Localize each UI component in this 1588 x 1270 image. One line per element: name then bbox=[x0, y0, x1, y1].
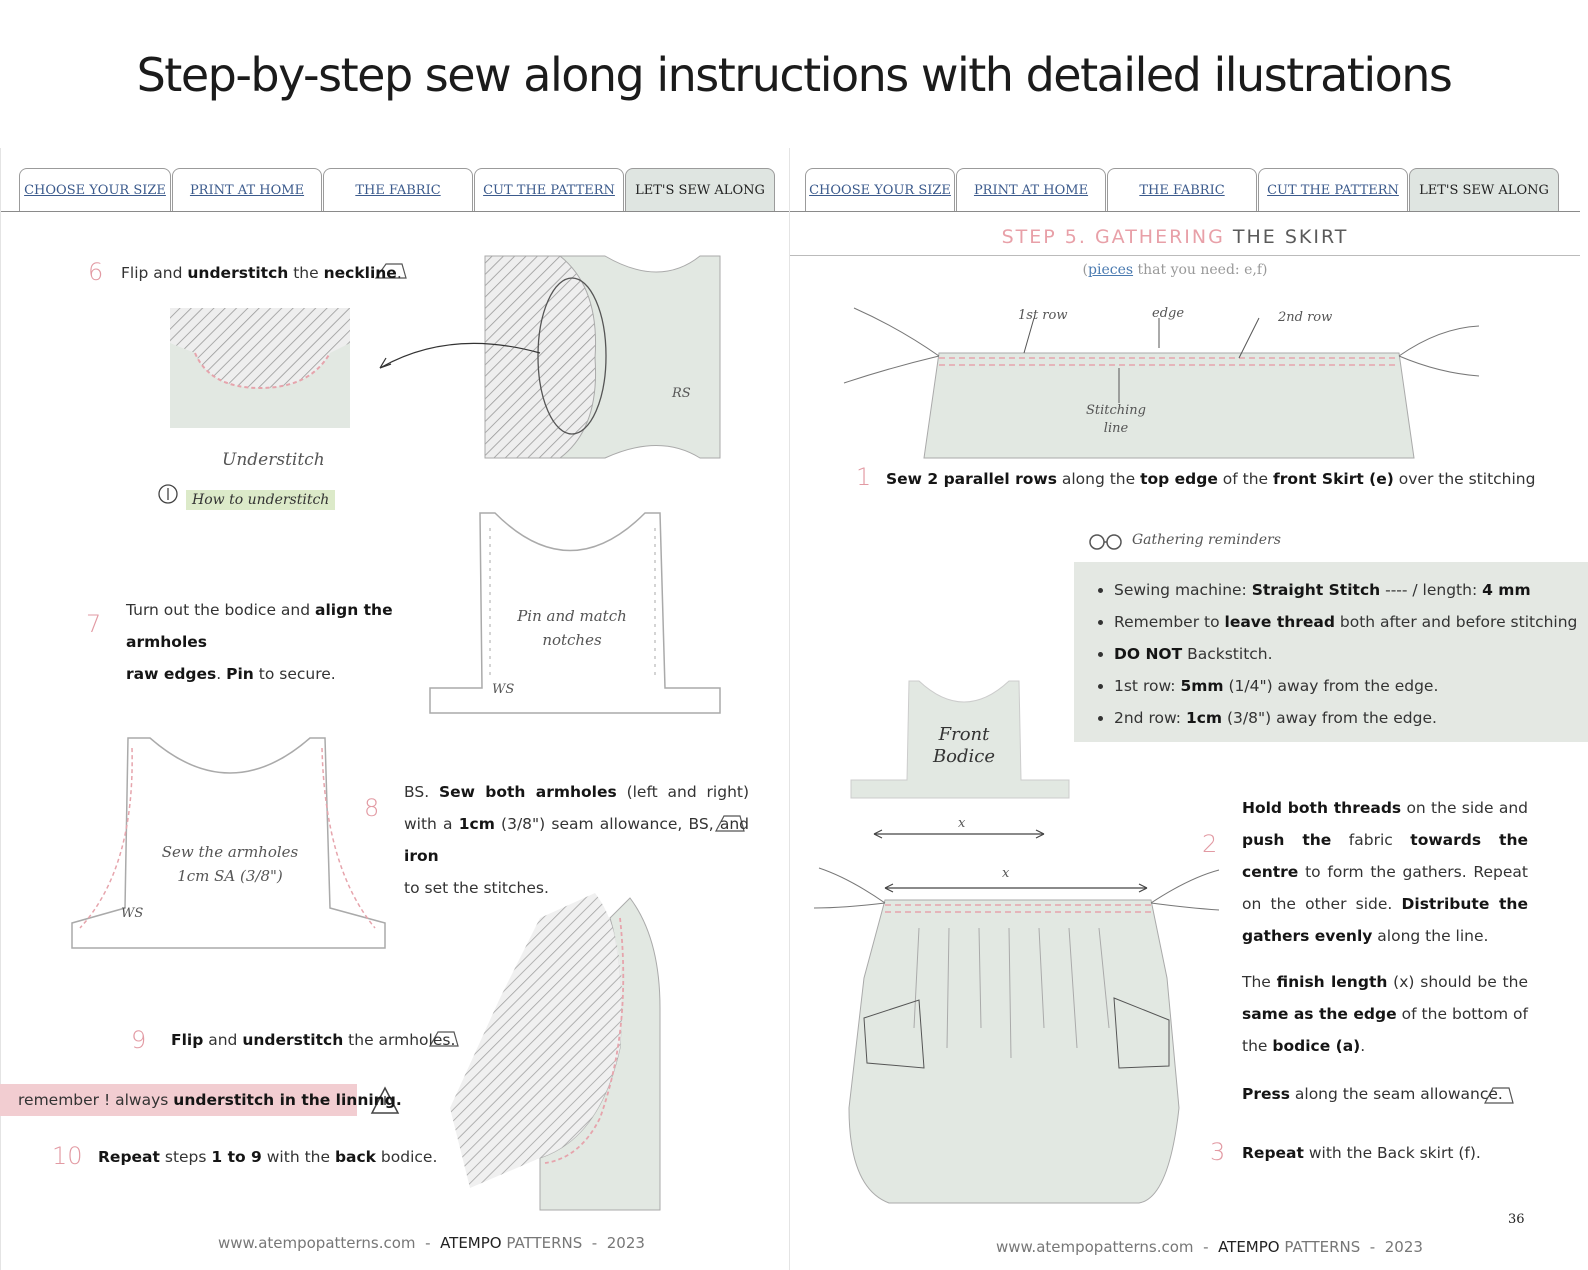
step-10-number: 10 bbox=[52, 1142, 83, 1170]
reminder-item: • 2nd row: 1cm (3/8") away from the edge. bbox=[1114, 702, 1588, 734]
tab-lets-sew-along[interactable]: LET'S SEW ALONG bbox=[625, 168, 775, 211]
front-bodice-label: Front Bodice bbox=[932, 724, 996, 767]
gathering-reminders-box bbox=[1074, 562, 1588, 742]
understitch-label: Understitch bbox=[222, 450, 325, 470]
remember-banner bbox=[0, 1084, 402, 1116]
ws-label: WS bbox=[121, 906, 144, 921]
rs-label: RS bbox=[672, 386, 691, 401]
pin-match-label: Pin and match notches bbox=[517, 607, 627, 649]
step-2-p3: Press along the seam allowance. bbox=[1242, 1085, 1503, 1103]
how-to-understitch-link[interactable]: How to understitch bbox=[186, 490, 335, 510]
step-2-p1: Hold both threads on the side and push the fabric towards the centre to form the gathers. Repeat on the other side. Distribute the gathers evenly along the line. bbox=[1242, 799, 1529, 945]
x-label: x bbox=[1002, 866, 1010, 881]
page-number: 36 bbox=[1508, 1212, 1525, 1227]
reminder-item: • Remember to leave thread both after and before stitching bbox=[1114, 606, 1588, 638]
ws-label: WS bbox=[492, 682, 515, 697]
reminder-item: • 1st row: 5mm (1/4") away from the edge. bbox=[1114, 670, 1588, 702]
pieces-note: (pieces that you need: e,f) bbox=[1082, 262, 1268, 278]
tab-print-at-home[interactable]: PRINT AT HOME bbox=[956, 168, 1106, 211]
skirt-top-illustration bbox=[844, 308, 1479, 458]
tab-the-fabric[interactable]: THE FABRIC bbox=[323, 168, 473, 211]
step-5-title: STEP 5. GATHERING THE SKIRT bbox=[1001, 226, 1349, 248]
tab-the-fabric[interactable]: THE FABRIC bbox=[1107, 168, 1257, 211]
reminders-list bbox=[1074, 562, 1588, 734]
step-8-text: BS. Sew both armholes (left and right) with a 1cm (3/8") seam allowance, BS, and iron to set the stitches. bbox=[404, 783, 750, 897]
step-6-text: Flip and understitch the neckline. bbox=[121, 264, 402, 282]
step-6-number: 6 bbox=[88, 258, 104, 286]
tab-choose-your-size[interactable]: CHOOSE YOUR SIZE bbox=[805, 168, 955, 211]
step-1-number: 1 bbox=[856, 463, 872, 491]
left-footer: www.atempopatterns.com - ATEMPO PATTERNS - 2023 bbox=[218, 1234, 645, 1252]
armhole-flip-illustration bbox=[450, 893, 660, 1210]
hand-pointer-icon bbox=[159, 485, 177, 503]
reminders-title: Gathering reminders bbox=[1132, 532, 1281, 548]
first-row-label: 1st row bbox=[1018, 308, 1068, 323]
step-10-text: Repeat steps 1 to 9 with the back bodice. bbox=[98, 1148, 438, 1166]
step-9-text: Flip and understitch the armholes. bbox=[171, 1031, 456, 1049]
stitching-line-label: Stitching line bbox=[1085, 403, 1147, 436]
step-3-number: 3 bbox=[1210, 1138, 1226, 1166]
remember-text: remember ! always understitch in the linning. bbox=[18, 1091, 402, 1109]
understitch-neckline-illustration bbox=[170, 308, 350, 428]
pieces-link[interactable]: pieces bbox=[1088, 262, 1134, 278]
step-7-text: Turn out the bodice and align the armholes raw edges. Pin to secure. bbox=[126, 601, 393, 683]
tab-choose-your-size[interactable]: CHOOSE YOUR SIZE bbox=[19, 168, 171, 211]
x-label: x bbox=[958, 816, 966, 831]
bodice-front-illustration bbox=[380, 256, 720, 458]
tab-cut-the-pattern[interactable]: CUT THE PATTERN bbox=[474, 168, 624, 211]
step-7-number: 7 bbox=[86, 610, 102, 638]
reminder-item: • Sewing machine: Straight Stitch ---- / length: 4 mm bbox=[1114, 574, 1588, 606]
tab-print-at-home[interactable]: PRINT AT HOME bbox=[172, 168, 322, 211]
tab-cut-the-pattern[interactable]: CUT THE PATTERN bbox=[1258, 168, 1408, 211]
step-3-text: Repeat with the Back skirt (f). bbox=[1242, 1144, 1481, 1162]
gathered-skirt-illustration bbox=[814, 868, 1219, 1203]
measure-arrows bbox=[874, 830, 1147, 892]
reminder-item: • DO NOT Backstitch. bbox=[1114, 638, 1588, 670]
tab-lets-sew-along[interactable]: LET'S SEW ALONG bbox=[1409, 168, 1559, 211]
sew-armholes-label: Sew the armholes 1cm SA (3/8") bbox=[161, 843, 299, 885]
right-footer: www.atempopatterns.com - ATEMPO PATTERNS - 2023 bbox=[996, 1238, 1423, 1256]
step-2-number: 2 bbox=[1202, 830, 1218, 858]
step-1-text: Sew 2 parallel rows along the top edge of the front Skirt (e) over the stitching bbox=[886, 470, 1536, 488]
second-row-label: 2nd row bbox=[1278, 310, 1333, 325]
edge-label: edge bbox=[1152, 306, 1185, 321]
step-2-p2: The finish length (x) should be the same as the edge of the bottom of the bodice (a). bbox=[1242, 973, 1528, 1055]
step-9-number: 9 bbox=[131, 1026, 147, 1054]
glasses-icon bbox=[1090, 535, 1121, 549]
step-8-number: 8 bbox=[364, 794, 380, 822]
headline: Step-by-step sew along instructions with detailed ilustrations bbox=[136, 48, 1452, 102]
